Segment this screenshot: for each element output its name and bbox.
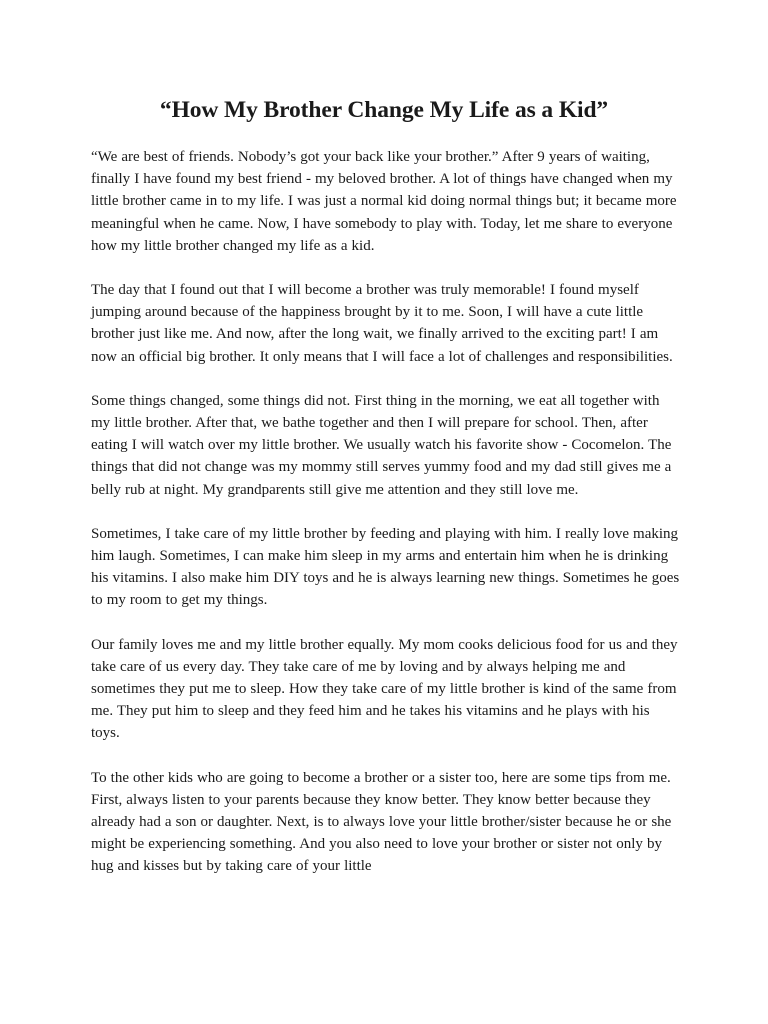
paragraph-intro: “We are best of friends. Nobody’s got your back like your brother.” After 9 years of waiting, finally I have found my best friend - my beloved brother. A lot of things have changed when my little brother came in to my life. I was just a normal kid doing normal things but; it became more meaningful when he came. Now, I have somebody to play with. Today, let me share to everyone how my little brother changed my life as a kid. xyxy=(91,149,677,254)
paragraph-caring: Sometimes, I take care of my little brother by feeding and playing with him. I really love making him laugh. Sometimes, I can make him sleep in my arms and entertain him when he is drinking his vitamins. I also make him DIY toys and he is always learning new things. Sometimes he goes to my room to get my things. xyxy=(91,525,680,609)
paragraph-finding-out: The day that I found out that I will become a brother was truly memorable! I found myself jumping around because of the happiness brought by it to me. Soon, I will have a cute little brother just like me. And now, after the long wait, we finally arrived to the exciting part! I am now an official big brother. It only means that I will face a lot of challenges and responsibilities. xyxy=(91,282,673,365)
paragraph-tips: To the other kids who are going to become a brother or a sister too, here are some tips from me. First, always listen to your parents because they know better. They know better because they already had a son or daughter. Next, is to always love your little brother/sister because he or she might be experiencing something. And you also need to love your brother or sister not only by hug and kisses but by taking care of your little xyxy=(91,769,672,875)
document-title: “How My Brother Change My Life as a Kid” xyxy=(159,97,609,123)
paragraph-changes: Some things changed, some things did not. First thing in the morning, we eat all together with my little brother. After that, we bathe together and then I will prepare for school. Then, after eating I will watch over my little brother. We usually watch his favorite show - Cocomelon. The things that did not change was my mommy still serves yummy food and my dad still gives me a belly rub at night. My grandparents still give me attention and they still love me. xyxy=(91,392,672,498)
paragraph-family: Our family loves me and my little brother equally. My mom cooks delicious food for us and they take care of us every day. They take care of me by loving and by always helping me and sometimes they put me to sleep. How they take care of my little brother is kind of the same from me. They put him to sleep and they feed him and he takes his vitamins and he plays with his toys. xyxy=(91,636,678,742)
document-body xyxy=(91,146,681,900)
